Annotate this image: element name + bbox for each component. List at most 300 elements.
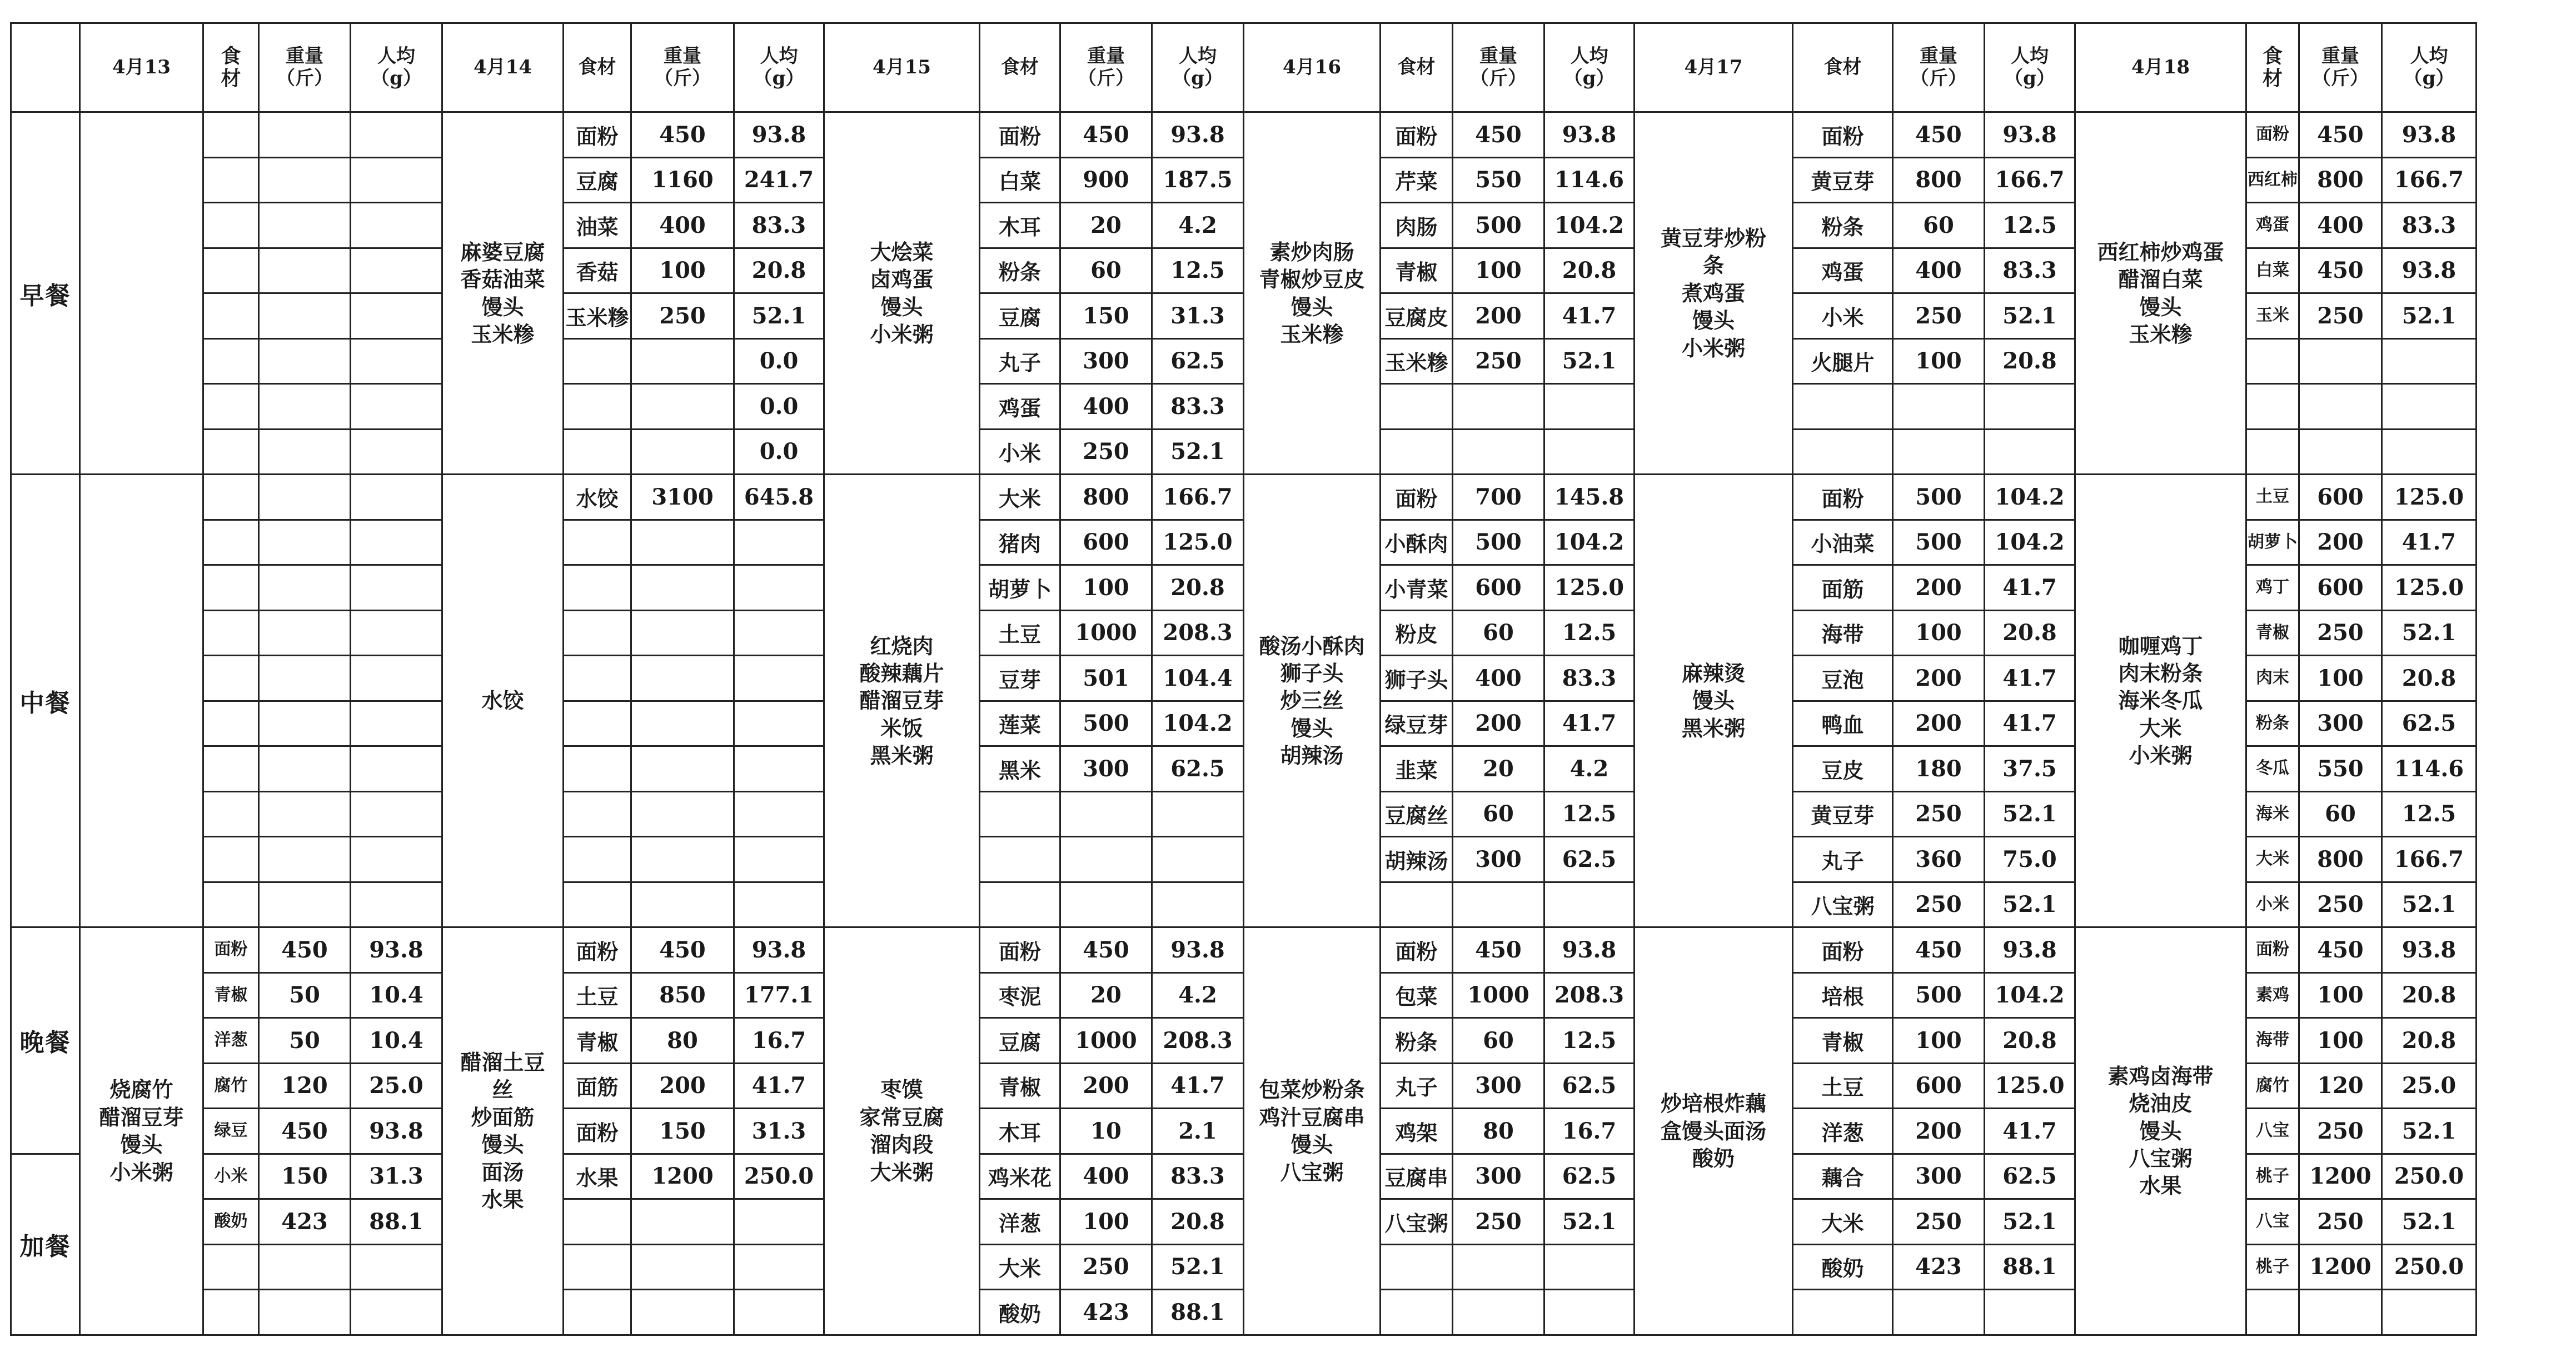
- ingredient-name: 鸡架: [1381, 1109, 1453, 1154]
- menu-cell: [1635, 112, 1793, 475]
- food-header: 食材: [1793, 23, 1893, 112]
- weight-header: 重量（斤）: [259, 23, 351, 112]
- day-header: 4月14: [442, 23, 564, 112]
- ingredient-weight: 300: [2299, 701, 2382, 746]
- ingredient-per-capita: [734, 837, 824, 882]
- ingredient-weight: 550: [1453, 157, 1544, 203]
- ingredient-weight: 501: [1060, 656, 1152, 701]
- ingredient-name: 包菜: [1381, 972, 1453, 1018]
- ingredient-weight: 250: [1893, 882, 1985, 927]
- ingredient-name: 青椒: [2246, 610, 2299, 656]
- ingredient-per-capita: 41.7: [734, 1063, 824, 1109]
- menu-line: 烧腐竹: [109, 1077, 173, 1102]
- menu-line: 馒头: [880, 294, 923, 320]
- ingredient-per-capita: 104.2: [1544, 520, 1635, 565]
- ingredient-per-capita: 4.2: [1152, 972, 1244, 1018]
- ingredient-per-capita: 16.7: [734, 1018, 824, 1064]
- ingredient-weight: 1000: [1060, 610, 1152, 656]
- ingredient-per-capita: 62.5: [2382, 701, 2477, 746]
- per-capita-header: 人均（g）: [734, 23, 824, 112]
- menu-line: 酸奶: [1692, 1145, 1735, 1171]
- ingredient-name: 面粉: [1793, 927, 1893, 973]
- ingredient-name: 土豆: [1793, 1063, 1893, 1109]
- menu-line: 小米粥: [870, 321, 934, 347]
- ingredient-weight: [1060, 837, 1152, 882]
- ingredient-per-capita: 83.3: [1544, 656, 1635, 701]
- ingredient-weight: 150: [1060, 293, 1152, 339]
- food-header: 食材: [2246, 23, 2299, 112]
- ingredient-per-capita: 41.7: [1985, 565, 2075, 611]
- ingredient-weight: 100: [1060, 565, 1152, 611]
- per-capita-header: 人均（g）: [1985, 23, 2075, 112]
- ingredient-name: 西红柿: [2246, 157, 2299, 203]
- ingredient-per-capita: [1152, 882, 1244, 927]
- ingredient-name: 鸡米花: [980, 1154, 1060, 1199]
- menu-line: 咖喱鸡丁: [2118, 633, 2203, 658]
- ingredient-name: 八宝粥: [1381, 1199, 1453, 1245]
- ingredient-per-capita: [351, 701, 442, 746]
- ingredient-name: [203, 112, 259, 158]
- ingredient-name: 肉肠: [1381, 203, 1453, 248]
- ingredient-per-capita: 20.8: [1985, 338, 2075, 384]
- ingredient-weight: 80: [631, 1018, 734, 1064]
- ingredient-name: 豆皮: [1793, 746, 1893, 792]
- ingredient-per-capita: [1544, 429, 1635, 475]
- ingredient-weight: 500: [1893, 972, 1985, 1018]
- menu-line: 小米粥: [109, 1159, 173, 1185]
- ingredient-name: 玉米糁: [1381, 338, 1453, 384]
- ingredient-per-capita: 52.1: [2382, 293, 2477, 339]
- ingredient-name: [203, 746, 259, 792]
- ingredient-name: 油菜: [564, 203, 631, 248]
- ingredient-per-capita: 208.3: [1544, 972, 1635, 1018]
- ingredient-per-capita: [351, 520, 442, 565]
- ingredient-name: 青椒: [1381, 248, 1453, 293]
- weekly-menu-table: [10, 22, 2477, 1336]
- ingredient-name: 枣泥: [980, 972, 1060, 1018]
- ingredient-per-capita: 250.0: [2382, 1244, 2477, 1290]
- ingredient-name: [203, 157, 259, 203]
- ingredient-weight: 100: [1893, 1018, 1985, 1064]
- ingredient-per-capita: [734, 610, 824, 656]
- ingredient-name: [1381, 1290, 1453, 1335]
- ingredient-name: [980, 791, 1060, 837]
- ingredient-per-capita: 645.8: [734, 475, 824, 520]
- ingredient-per-capita: [351, 656, 442, 701]
- ingredient-name: 腐竹: [2246, 1063, 2299, 1109]
- ingredient-weight: 500: [1893, 520, 1985, 565]
- ingredient-name: 玉米糁: [564, 293, 631, 339]
- ingredient-name: 面粉: [1793, 112, 1893, 158]
- menu-line: 水果: [481, 1187, 524, 1213]
- ingredient-weight: [259, 520, 351, 565]
- ingredient-name: [2246, 429, 2299, 475]
- ingredient-name: [203, 203, 259, 248]
- ingredient-per-capita: 250.0: [2382, 1154, 2477, 1199]
- ingredient-name: [564, 882, 631, 927]
- ingredient-weight: 1200: [2299, 1154, 2382, 1199]
- ingredient-name: 木耳: [980, 1109, 1060, 1154]
- ingredient-name: [564, 429, 631, 475]
- ingredient-per-capita: 52.1: [1152, 429, 1244, 475]
- ingredient-per-capita: 83.3: [1152, 384, 1244, 430]
- ingredient-name: [203, 248, 259, 293]
- ingredient-per-capita: 20.8: [1152, 1199, 1244, 1245]
- ingredient-name: 面粉: [1793, 475, 1893, 520]
- ingredient-name: [564, 837, 631, 882]
- ingredient-weight: 500: [1453, 520, 1544, 565]
- ingredient-per-capita: [351, 203, 442, 248]
- ingredient-per-capita: [734, 520, 824, 565]
- menu-line: 酸辣藕片: [859, 660, 944, 686]
- ingredient-per-capita: 83.3: [1152, 1154, 1244, 1199]
- ingredient-weight: 423: [259, 1199, 351, 1245]
- ingredient-weight: [259, 610, 351, 656]
- ingredient-per-capita: 93.8: [2382, 112, 2477, 158]
- ingredient-weight: 450: [1893, 112, 1985, 158]
- ingredient-name: 粉条: [1793, 203, 1893, 248]
- ingredient-name: [203, 1244, 259, 1290]
- ingredient-per-capita: [1152, 837, 1244, 882]
- ingredient-name: 白菜: [2246, 248, 2299, 293]
- ingredient-weight: [259, 203, 351, 248]
- ingredient-weight: 850: [631, 972, 734, 1018]
- ingredient-name: 冬瓜: [2246, 746, 2299, 792]
- ingredient-per-capita: 62.5: [1544, 1154, 1635, 1199]
- weight-header: 重量（斤）: [1060, 23, 1152, 112]
- ingredient-name: [564, 746, 631, 792]
- ingredient-per-capita: [351, 384, 442, 430]
- ingredient-weight: 600: [2299, 565, 2382, 611]
- ingredient-weight: 20: [1453, 746, 1544, 792]
- ingredient-weight: 300: [1453, 837, 1544, 882]
- ingredient-name: 青椒: [980, 1063, 1060, 1109]
- menu-line: 馒头: [1291, 294, 1333, 320]
- ingredient-name: 莲菜: [980, 701, 1060, 746]
- ingredient-weight: 60: [2299, 791, 2382, 837]
- ingredient-per-capita: [734, 791, 824, 837]
- ingredient-weight: 20: [1060, 203, 1152, 248]
- ingredient-per-capita: [351, 112, 442, 158]
- ingredient-per-capita: 41.7: [1985, 1109, 2075, 1154]
- ingredient-weight: 60: [1453, 610, 1544, 656]
- ingredient-per-capita: 41.7: [2382, 520, 2477, 565]
- ingredient-name: 八宝: [2246, 1199, 2299, 1245]
- ingredient-name: 海带: [2246, 1018, 2299, 1064]
- ingredient-weight: [1453, 1290, 1544, 1335]
- menu-cell: [824, 475, 980, 927]
- menu-line: 醋溜土豆: [460, 1050, 545, 1075]
- ingredient-weight: 800: [2299, 157, 2382, 203]
- ingredient-weight: 100: [1893, 338, 1985, 384]
- ingredient-name: 豆腐串: [1381, 1154, 1453, 1199]
- ingredient-name: [2246, 1290, 2299, 1335]
- weight-header: 重量（斤）: [1893, 23, 1985, 112]
- ingredient-name: 青椒: [564, 1018, 631, 1064]
- ingredient-weight: 60: [1453, 1018, 1544, 1064]
- ingredient-per-capita: [351, 610, 442, 656]
- ingredient-per-capita: 104.2: [1544, 203, 1635, 248]
- ingredient-name: 丸子: [980, 338, 1060, 384]
- ingredient-weight: 250: [1893, 1199, 1985, 1245]
- ingredient-per-capita: 20.8: [1544, 248, 1635, 293]
- menu-line: 酸汤小酥肉: [1259, 633, 1365, 658]
- ingredient-weight: 250: [1060, 1244, 1152, 1290]
- ingredient-per-capita: 62.5: [1152, 338, 1244, 384]
- ingredient-weight: 200: [1893, 1109, 1985, 1154]
- ingredient-name: [1381, 384, 1453, 430]
- ingredient-name: 香菇: [564, 248, 631, 293]
- ingredient-weight: [259, 746, 351, 792]
- ingredient-per-capita: 166.7: [2382, 157, 2477, 203]
- ingredient-weight: 423: [1060, 1290, 1152, 1335]
- ingredient-name: 洋葱: [1793, 1109, 1893, 1154]
- ingredient-name: 小米: [1793, 293, 1893, 339]
- ingredient-weight: 100: [1453, 248, 1544, 293]
- ingredient-weight: 300: [1060, 338, 1152, 384]
- menu-line: 麻婆豆腐: [460, 239, 545, 265]
- menu-line: 家常豆腐: [859, 1104, 944, 1130]
- menu-line: 红烧肉: [870, 633, 934, 658]
- ingredient-weight: 100: [1060, 1199, 1152, 1245]
- menu-line: 烧油皮: [2129, 1091, 2193, 1116]
- ingredient-name: [564, 610, 631, 656]
- ingredient-name: 海米: [2246, 791, 2299, 837]
- ingredient-weight: 500: [1893, 475, 1985, 520]
- ingredient-weight: 600: [1893, 1063, 1985, 1109]
- ingredient-per-capita: 241.7: [734, 157, 824, 203]
- ingredient-per-capita: [734, 1244, 824, 1290]
- menu-line: 条: [1702, 253, 1724, 278]
- weight-header: 重量（斤）: [1453, 23, 1544, 112]
- ingredient-weight: 150: [631, 1109, 734, 1154]
- menu-line: 麻辣烫: [1681, 660, 1745, 686]
- ingredient-name: 黑米: [980, 746, 1060, 792]
- ingredient-weight: 250: [1453, 338, 1544, 384]
- ingredient-per-capita: 12.5: [1544, 610, 1635, 656]
- ingredient-name: 土豆: [2246, 475, 2299, 520]
- ingredient-weight: 250: [2299, 293, 2382, 339]
- ingredient-weight: [259, 791, 351, 837]
- menu-line: 馒头: [2139, 1118, 2182, 1144]
- ingredient-weight: [631, 701, 734, 746]
- ingredient-weight: 1000: [1453, 972, 1544, 1018]
- ingredient-weight: 250: [2299, 882, 2382, 927]
- ingredient-name: [564, 338, 631, 384]
- ingredient-weight: 450: [259, 1109, 351, 1154]
- ingredient-weight: 500: [1060, 701, 1152, 746]
- ingredient-name: [203, 610, 259, 656]
- ingredient-name: 鸡蛋: [2246, 203, 2299, 248]
- ingredient-name: 洋葱: [980, 1199, 1060, 1245]
- ingredient-weight: 60: [1893, 203, 1985, 248]
- ingredient-per-capita: [734, 882, 824, 927]
- ingredient-per-capita: [351, 293, 442, 339]
- ingredient-per-capita: 20.8: [1152, 565, 1244, 611]
- menu-line: 馒头: [481, 294, 524, 320]
- menu-line: 香菇油菜: [460, 267, 545, 292]
- ingredient-name: 黄豆芽: [1793, 157, 1893, 203]
- ingredient-per-capita: [351, 1244, 442, 1290]
- ingredient-weight: [1893, 384, 1985, 430]
- ingredient-per-capita: [351, 248, 442, 293]
- ingredient-name: 培根: [1793, 972, 1893, 1018]
- menu-line: 玉米糁: [471, 321, 535, 347]
- menu-line: 馒头: [120, 1132, 163, 1158]
- ingredient-per-capita: 31.3: [734, 1109, 824, 1154]
- menu-line: 黑米粥: [870, 743, 934, 769]
- menu-cell: [824, 112, 980, 475]
- menu-line: 黄豆芽炒粉: [1660, 226, 1766, 251]
- ingredient-name: 粉条: [980, 248, 1060, 293]
- ingredient-weight: [259, 338, 351, 384]
- ingredient-name: 面粉: [564, 1109, 631, 1154]
- weight-header: 重量（斤）: [2299, 23, 2382, 112]
- header-corner: [11, 23, 80, 112]
- ingredient-weight: 250: [2299, 1109, 2382, 1154]
- day-header: 4月13: [80, 23, 203, 112]
- ingredient-name: 素鸡: [2246, 972, 2299, 1018]
- ingredient-name: 酸奶: [980, 1290, 1060, 1335]
- menu-cell: [2075, 927, 2246, 1335]
- menu-line: 大米: [2139, 715, 2182, 741]
- menu-line: 米饭: [880, 715, 923, 741]
- menu-line: 馒头: [1291, 715, 1333, 741]
- ingredient-weight: [2299, 429, 2382, 475]
- ingredient-per-capita: [734, 746, 824, 792]
- ingredient-per-capita: 93.8: [1985, 112, 2075, 158]
- ingredient-weight: 450: [631, 927, 734, 973]
- menu-line: 肉末粉条: [2118, 660, 2203, 686]
- ingredient-per-capita: 0.0: [734, 338, 824, 384]
- ingredient-weight: [259, 565, 351, 611]
- ingredient-per-capita: 104.2: [1985, 475, 2075, 520]
- ingredient-per-capita: 125.0: [2382, 475, 2477, 520]
- ingredient-per-capita: 208.3: [1152, 610, 1244, 656]
- ingredient-weight: [631, 882, 734, 927]
- ingredient-per-capita: 12.5: [2382, 791, 2477, 837]
- menu-cell: [1244, 112, 1381, 475]
- ingredient-weight: 423: [1893, 1244, 1985, 1290]
- menu-cell: [824, 927, 980, 1335]
- meal-label: 中餐: [11, 475, 80, 927]
- menu-cell: [442, 475, 564, 927]
- ingredient-weight: 400: [1893, 248, 1985, 293]
- ingredient-weight: 100: [2299, 1018, 2382, 1064]
- table-row: [11, 927, 2477, 973]
- ingredient-weight: 250: [1453, 1199, 1544, 1245]
- meal-label: 晚餐: [11, 927, 80, 1154]
- ingredient-per-capita: 20.8: [1985, 1018, 2075, 1064]
- ingredient-per-capita: 125.0: [1152, 520, 1244, 565]
- ingredient-weight: 600: [1060, 520, 1152, 565]
- ingredient-name: 豆腐: [980, 1018, 1060, 1064]
- ingredient-weight: 800: [1060, 475, 1152, 520]
- ingredient-name: 小油菜: [1793, 520, 1893, 565]
- ingredient-name: [564, 520, 631, 565]
- menu-cell: [80, 927, 203, 1335]
- ingredient-per-capita: 20.8: [734, 248, 824, 293]
- ingredient-weight: 50: [259, 972, 351, 1018]
- menu-line: 炒面筋: [471, 1104, 535, 1130]
- ingredient-weight: [631, 746, 734, 792]
- ingredient-weight: 300: [1893, 1154, 1985, 1199]
- ingredient-name: 八宝: [2246, 1109, 2299, 1154]
- ingredient-name: 粉条: [1381, 1018, 1453, 1064]
- ingredient-per-capita: 93.8: [1544, 927, 1635, 973]
- ingredient-per-capita: 104.2: [1985, 972, 2075, 1018]
- ingredient-weight: [1893, 1290, 1985, 1335]
- ingredient-weight: [2299, 1290, 2382, 1335]
- ingredient-weight: [631, 429, 734, 475]
- ingredient-weight: [259, 112, 351, 158]
- menu-line: 西红柿炒鸡蛋: [2097, 239, 2224, 265]
- ingredient-per-capita: 16.7: [1544, 1109, 1635, 1154]
- ingredient-name: 鸡蛋: [980, 384, 1060, 430]
- ingredient-per-capita: [1544, 384, 1635, 430]
- ingredient-name: [2246, 338, 2299, 384]
- ingredient-name: [564, 384, 631, 430]
- ingredient-weight: 120: [2299, 1063, 2382, 1109]
- ingredient-per-capita: 187.5: [1152, 157, 1244, 203]
- meal-label: 加餐: [11, 1154, 80, 1335]
- ingredient-name: 酸奶: [1793, 1244, 1893, 1290]
- ingredient-per-capita: 62.5: [1152, 746, 1244, 792]
- ingredient-weight: 500: [1453, 203, 1544, 248]
- ingredient-per-capita: 52.1: [2382, 610, 2477, 656]
- ingredient-per-capita: 166.7: [2382, 837, 2477, 882]
- ingredient-weight: 800: [1893, 157, 1985, 203]
- ingredient-per-capita: [2382, 384, 2477, 430]
- ingredient-name: 面粉: [564, 112, 631, 158]
- ingredient-name: 小米: [203, 1154, 259, 1199]
- ingredient-name: 土豆: [564, 972, 631, 1018]
- ingredient-per-capita: 20.8: [1985, 610, 2075, 656]
- ingredient-name: 大米: [2246, 837, 2299, 882]
- ingredient-name: 小米: [980, 429, 1060, 475]
- ingredient-weight: 400: [2299, 203, 2382, 248]
- ingredient-weight: 450: [1060, 112, 1152, 158]
- ingredient-name: [203, 656, 259, 701]
- ingredient-weight: [259, 1290, 351, 1335]
- menu-line: 枣馍: [880, 1077, 923, 1102]
- ingredient-per-capita: [351, 1290, 442, 1335]
- ingredient-weight: 150: [259, 1154, 351, 1199]
- ingredient-name: 胡萝卜: [980, 565, 1060, 611]
- ingredient-weight: 450: [2299, 248, 2382, 293]
- ingredient-name: [1793, 384, 1893, 430]
- ingredient-weight: [631, 1290, 734, 1335]
- ingredient-name: 水饺: [564, 475, 631, 520]
- ingredient-name: [1793, 429, 1893, 475]
- ingredient-name: 小米: [2246, 882, 2299, 927]
- ingredient-per-capita: 104.2: [1985, 520, 2075, 565]
- ingredient-name: 面粉: [1381, 475, 1453, 520]
- ingredient-per-capita: [734, 1199, 824, 1245]
- ingredient-weight: 300: [1453, 1154, 1544, 1199]
- menu-cell: [2075, 112, 2246, 475]
- ingredient-weight: 250: [1893, 791, 1985, 837]
- ingredient-name: 八宝粥: [1793, 882, 1893, 927]
- ingredient-weight: 250: [1060, 429, 1152, 475]
- ingredient-name: 桃子: [2246, 1244, 2299, 1290]
- ingredient-weight: [1060, 791, 1152, 837]
- ingredient-name: 粉皮: [1381, 610, 1453, 656]
- ingredient-weight: [2299, 384, 2382, 430]
- menu-cell: [80, 112, 203, 475]
- ingredient-per-capita: [1544, 1290, 1635, 1335]
- ingredient-per-capita: [351, 157, 442, 203]
